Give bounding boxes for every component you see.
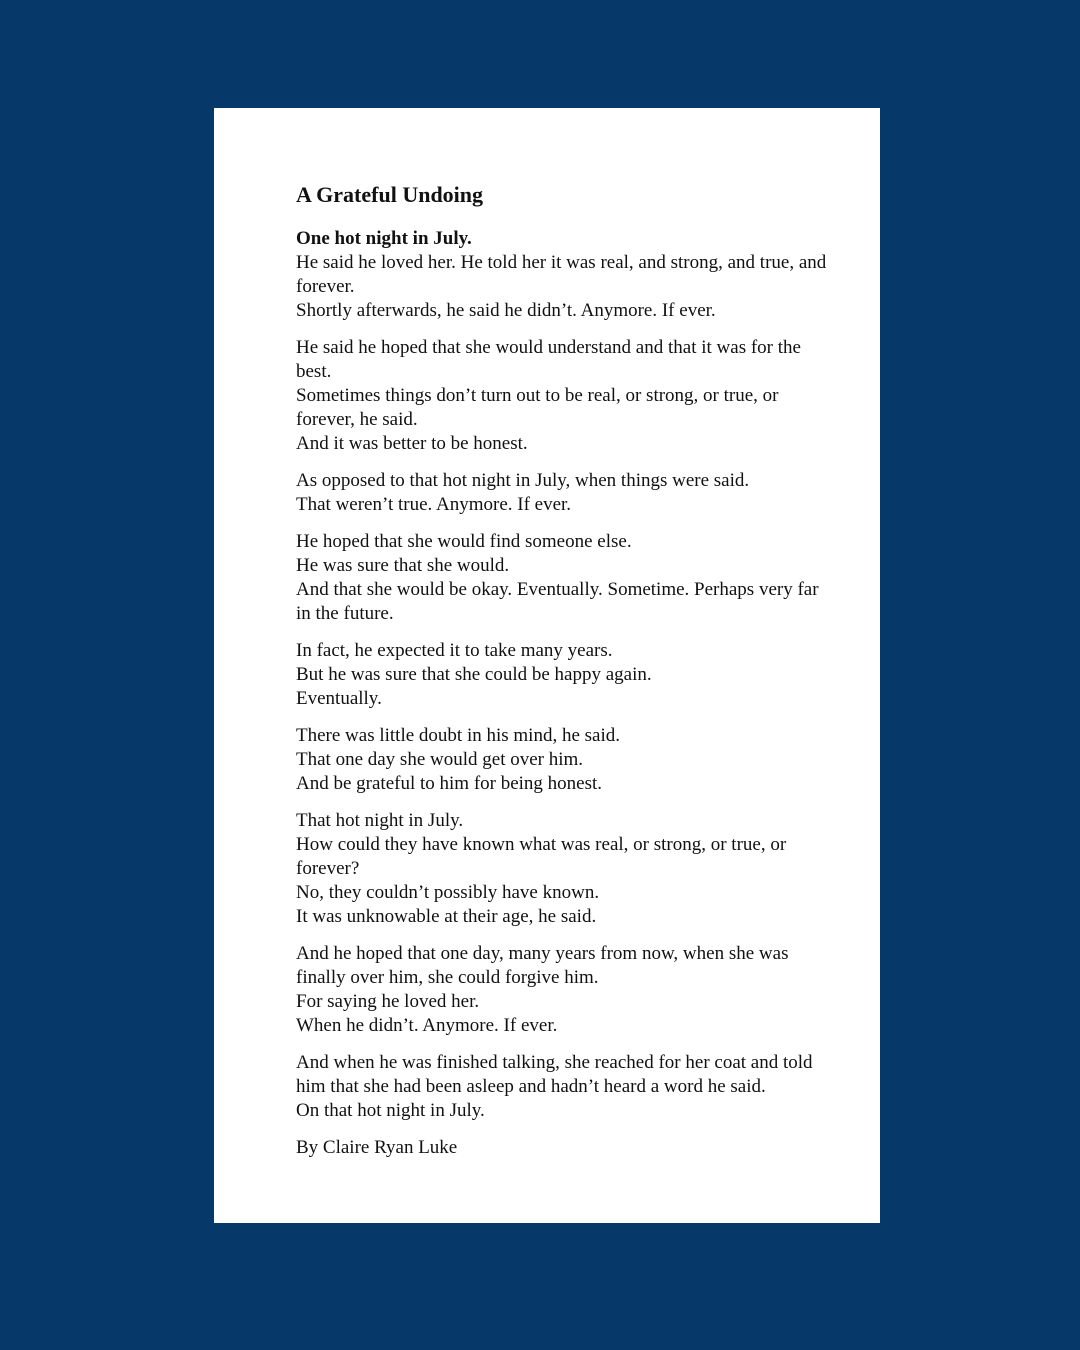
- poem-line: And he hoped that one day, many years from now, when she was finally over him, she could forgive him.: [296, 943, 789, 988]
- poem-line: And be grateful to him for being honest.: [296, 773, 603, 794]
- poem-line: Shortly afterwards, he said he didn’t. Anymore. If ever.: [296, 300, 716, 321]
- poem-card: [214, 108, 880, 1223]
- stanza-4: [296, 530, 830, 626]
- stanza-3: [296, 469, 830, 517]
- stanza-2: [296, 336, 830, 456]
- poem-line: Eventually.: [296, 688, 382, 709]
- poem-line: That weren’t true. Anymore. If ever.: [296, 494, 572, 515]
- poem-line: Sometimes things don’t turn out to be real, or strong, or true, or forever, he said.: [296, 385, 779, 430]
- poem-line: When he didn’t. Anymore. If ever.: [296, 1015, 558, 1036]
- author-byline: By Claire Ryan Luke: [296, 1137, 458, 1158]
- poem-line: He said he loved her. He told her it was real, and strong, and true, and forever.: [296, 252, 827, 297]
- poem-line: And that she would be okay. Eventually. Sometime. Perhaps very far in the future.: [296, 579, 819, 624]
- stanza-1: [296, 227, 830, 323]
- poem-line: It was unknowable at their age, he said.: [296, 906, 597, 927]
- poem-line: He hoped that she would find someone else.: [296, 531, 632, 552]
- stanza-8: [296, 942, 830, 1038]
- poem-line: And when he was finished talking, she reached for her coat and told him that she had been asleep and hadn’t heard a word he said.: [296, 1052, 813, 1097]
- stanza-7: [296, 809, 830, 929]
- poem-line: On that hot night in July.: [296, 1100, 485, 1121]
- poem-line: In fact, he expected it to take many years.: [296, 640, 613, 661]
- poem-line: No, they couldn’t possibly have known.: [296, 882, 600, 903]
- stanza-6: [296, 724, 830, 796]
- poem-line: That one day she would get over him.: [296, 749, 584, 770]
- poem-line: As opposed to that hot night in July, when things were said.: [296, 470, 750, 491]
- stanza-9: [296, 1051, 830, 1123]
- poem-line: There was little doubt in his mind, he said.: [296, 725, 621, 746]
- poem-line: But he was sure that she could be happy again.: [296, 664, 652, 685]
- poem-title: A Grateful Undoing: [296, 182, 484, 207]
- opening-line: One hot night in July.: [296, 228, 472, 249]
- poem-line: And it was better to be honest.: [296, 433, 528, 454]
- stanza-5: [296, 639, 830, 711]
- poem-line: He said he hoped that she would understand and that it was for the best.: [296, 337, 801, 382]
- poem-line: How could they have known what was real, or strong, or true, or forever?: [296, 834, 787, 879]
- poem-line: He was sure that she would.: [296, 555, 510, 576]
- poem-line: For saying he loved her.: [296, 991, 480, 1012]
- poem-line: That hot night in July.: [296, 810, 464, 831]
